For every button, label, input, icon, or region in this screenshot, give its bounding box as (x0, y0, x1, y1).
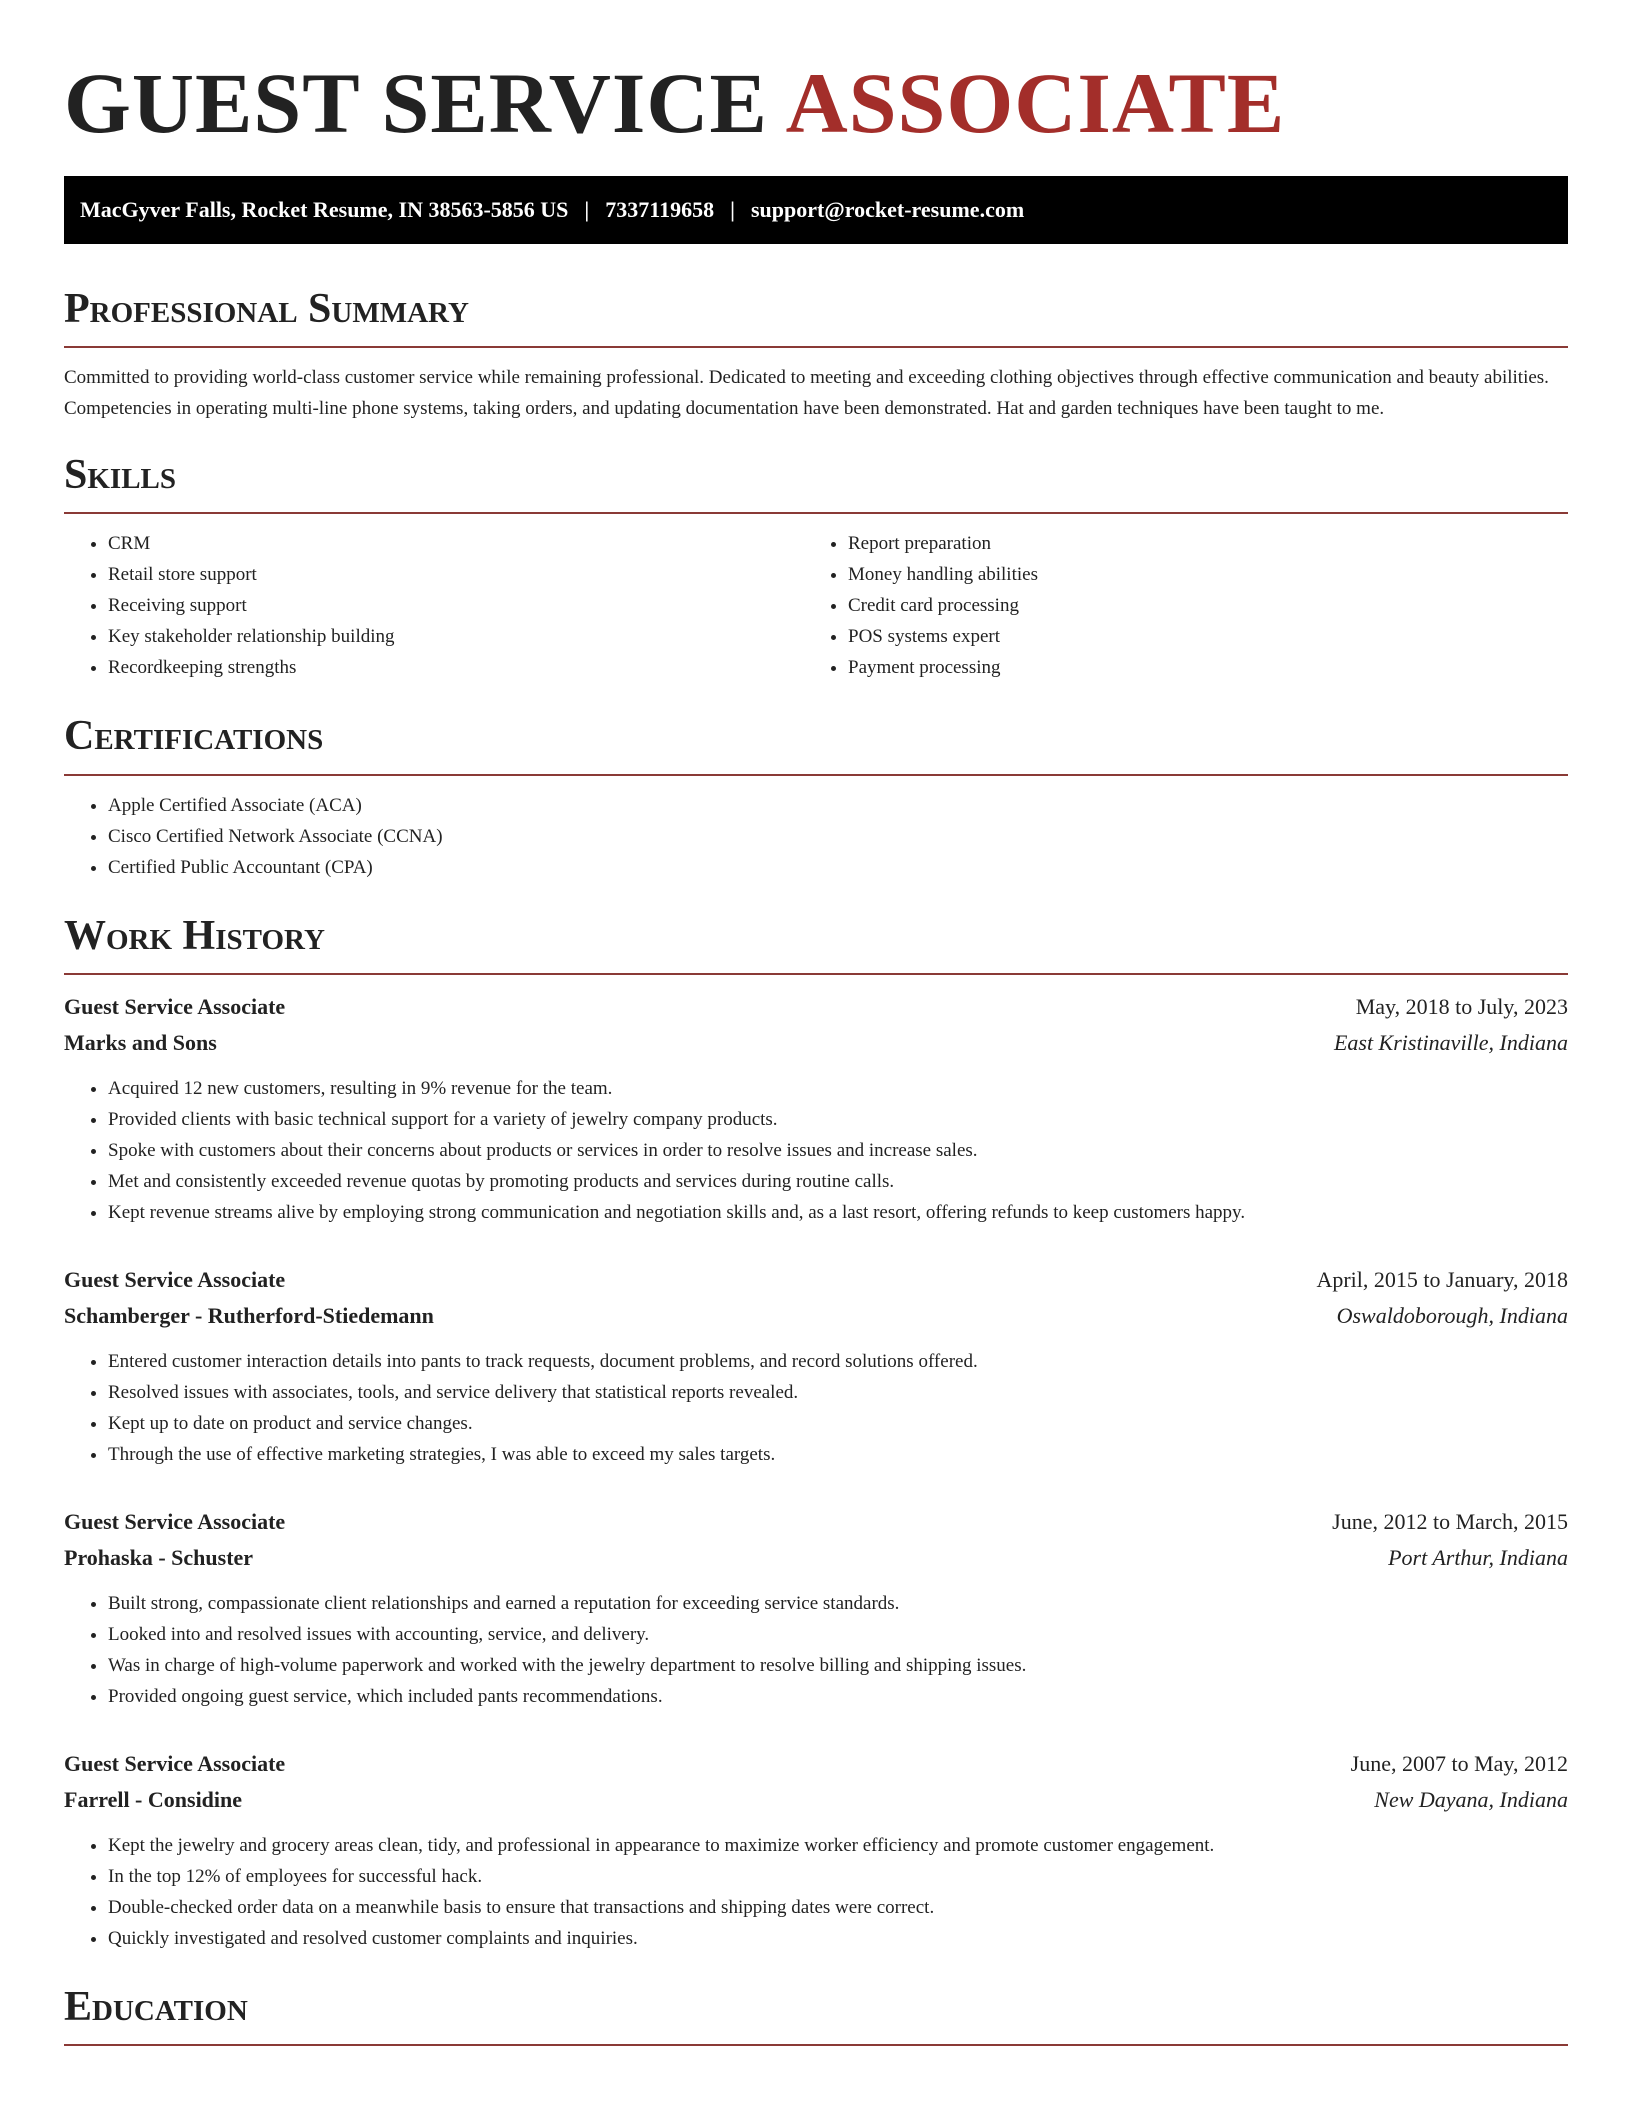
education-section (64, 1984, 1568, 2046)
section-title-skills: Skills (64, 452, 177, 499)
job-bullets (64, 1073, 1568, 1228)
certification-item: • Cisco Certified Network Associate (CCNA) (108, 821, 1568, 852)
skills-list-right (804, 528, 1568, 683)
job-bullet: • Acquired 12 new customers, resulting in 9% revenue for the team. (108, 1073, 1568, 1104)
contact-bar (64, 176, 1568, 244)
job-title: Guest Service Associate (64, 1508, 286, 1534)
job-location: East Kristinaville, Indiana (1333, 1029, 1568, 1055)
job-header-row (64, 1504, 1568, 1540)
job-company: Schamberger - Rutherford-Stiedemann (64, 1302, 434, 1328)
job-title: Guest Service Associate (64, 993, 286, 1019)
job-company-row (64, 1782, 1568, 1818)
skills-list-left (64, 528, 804, 683)
skill-item: • Receiving support (108, 590, 804, 621)
job-bullet: • Quickly investigated and resolved customer complaints and inquiries. (108, 1923, 1568, 1954)
section-title-summary: Professional Summary (64, 286, 469, 332)
skill-item: • Key stakeholder relationship building (108, 621, 804, 652)
name-last: ASSOCIATE (785, 55, 1286, 151)
skill-item: • Report preparation (848, 528, 1568, 559)
section-divider (64, 2044, 1568, 2046)
summary-section (64, 286, 1568, 424)
job-bullet: • Built strong, compassionate client relationships and earned a reputation for exceeding service standards. (108, 1588, 1568, 1619)
job-bullet: • Kept up to date on product and service changes. (108, 1408, 1568, 1439)
job-entry (64, 1504, 1568, 1712)
certifications-section (64, 713, 1568, 882)
job-location: Port Arthur, Indiana (1388, 1544, 1568, 1570)
job-title: Guest Service Associate (64, 1266, 286, 1292)
skill-item: • Money handling abilities (848, 559, 1568, 590)
certifications-list (64, 790, 1568, 883)
job-header-row (64, 1262, 1568, 1298)
job-title: Guest Service Associate (64, 1750, 286, 1776)
section-divider (64, 973, 1568, 975)
job-company: Prohaska - Schuster (64, 1544, 254, 1570)
skill-item: • POS systems expert (848, 621, 1568, 652)
job-bullet: • Provided ongoing guest service, which included pants recommendations. (108, 1681, 1568, 1712)
job-bullets (64, 1346, 1568, 1470)
job-bullet: • Provided clients with basic technical support for a variety of jewelry company products. (108, 1104, 1568, 1135)
section-divider (64, 774, 1568, 776)
job-bullet: • Kept revenue streams alive by employing strong communication and negotiation skills and, as a last resort, offering refunds to keep customers happy. (108, 1197, 1568, 1228)
job-bullet: • In the top 12% of employees for successful hack. (108, 1861, 1568, 1892)
contact-separator: | (584, 197, 590, 222)
job-location: New Dayana, Indiana (1374, 1786, 1568, 1812)
job-dates: April, 2015 to January, 2018 (1316, 1266, 1568, 1292)
job-company-row (64, 1298, 1568, 1334)
job-bullet: • Double-checked order data on a meanwhile basis to ensure that transactions and shipping dates were correct. (108, 1892, 1568, 1923)
section-title-certifications: Certifications (64, 713, 324, 760)
skills-grid (64, 528, 1568, 683)
skill-item: • Credit card processing (848, 590, 1568, 621)
job-entry (64, 1746, 1568, 1954)
job-bullets (64, 1588, 1568, 1712)
job-bullets (64, 1830, 1568, 1954)
contact-address: MacGyver Falls, Rocket Resume, IN 38563-5856 US (80, 197, 569, 222)
job-bullet: • Looked into and resolved issues with accounting, service, and delivery. (108, 1619, 1568, 1650)
skill-item: • Payment processing (848, 652, 1568, 683)
job-entry (64, 1262, 1568, 1470)
skill-item: • Recordkeeping strengths (108, 652, 804, 683)
job-company: Marks and Sons (64, 1029, 217, 1055)
name-first: GUEST SERVICE (64, 55, 768, 151)
contact-separator: | (730, 197, 735, 222)
job-location: Oswaldoborough, Indiana (1336, 1302, 1568, 1328)
skill-item: • Retail store support (108, 559, 804, 590)
skill-item: • CRM (108, 528, 804, 559)
certification-item: • Certified Public Accountant (CPA) (108, 852, 1568, 883)
job-bullet: • Resolved issues with associates, tools, and service delivery that statistical reports revealed. (108, 1377, 1568, 1408)
job-bullet: • Spoke with customers about their concerns about products or services in order to resolve issues and increase sales. (108, 1135, 1568, 1166)
job-dates: June, 2007 to May, 2012 (1350, 1750, 1568, 1776)
job-header-row (64, 989, 1568, 1025)
job-entry (64, 989, 1568, 1228)
job-bullet: • Entered customer interaction details into pants to track requests, document problems, and record solutions offered. (108, 1346, 1568, 1377)
job-bullet: • Met and consistently exceeded revenue quotas by promoting products and services during routine calls. (108, 1166, 1568, 1197)
certification-item: • Apple Certified Associate (ACA) (108, 790, 1568, 821)
job-company: Farrell - Considine (64, 1786, 243, 1812)
contact-email: support@rocket-resume.com (750, 197, 1025, 222)
summary-text: Committed to providing world-class customer service while remaining professional. Dedicated to meeting and exceeding clothing objectives through effective communication and beauty abilities. Competencies in operating multi-line phone systems, taking orders, and updating documentation have been demonstrated. Hat and garden techniques have been taught to me. (64, 367, 1549, 420)
job-dates: June, 2012 to March, 2015 (1332, 1508, 1568, 1534)
job-header-row (64, 1746, 1568, 1782)
job-bullet: • Through the use of effective marketing strategies, I was able to exceed my sales targets. (108, 1439, 1568, 1470)
job-bullet: • Was in charge of high-volume paperwork and worked with the jewelry department to resolve billing and shipping issues. (108, 1650, 1568, 1681)
resume-name (64, 55, 1568, 151)
work-history-section (64, 913, 1568, 1954)
job-bullet: • Kept the jewelry and grocery areas clean, tidy, and professional in appearance to maximize worker efficiency and promote customer engagement. (108, 1830, 1568, 1861)
job-dates: May, 2018 to July, 2023 (1355, 993, 1568, 1019)
section-title-education: Education (64, 1983, 248, 2030)
section-title-work-history: Work History (64, 912, 325, 959)
resume-page (64, 52, 1568, 2060)
contact-phone: 7337119658 (605, 197, 715, 222)
section-divider (64, 512, 1568, 514)
section-divider (64, 346, 1568, 348)
job-company-row (64, 1025, 1568, 1061)
job-company-row (64, 1540, 1568, 1576)
skills-section (64, 452, 1568, 683)
